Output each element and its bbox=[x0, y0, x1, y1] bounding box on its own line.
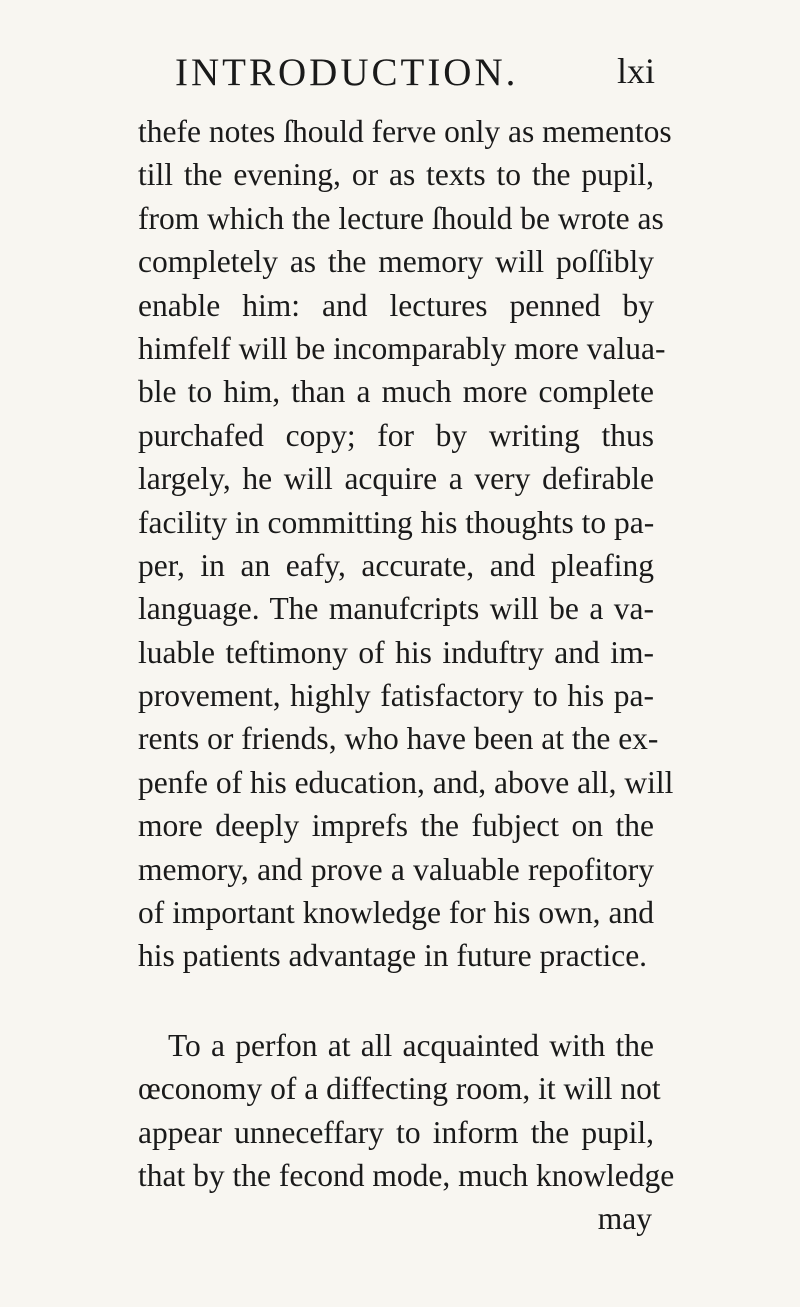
text-line: per, in an eafy, accurate, and pleafing bbox=[138, 547, 654, 583]
paragraph-1 bbox=[138, 110, 674, 978]
running-head-title: INTRODUCTION. bbox=[175, 51, 519, 94]
catchword: may bbox=[597, 1201, 652, 1237]
text-line: his patients advantage in future practice. bbox=[138, 938, 648, 974]
text-line: To a perfon at all acquainted with the bbox=[168, 1027, 654, 1063]
text-line: luable teftimony of his induftry and im- bbox=[138, 634, 654, 670]
text-line: thefe notes ſhould ferve only as mementos bbox=[138, 114, 672, 149]
text-line: purchafed copy; for by writing thus bbox=[138, 417, 654, 453]
paragraph-gap bbox=[138, 978, 654, 1024]
running-head bbox=[175, 50, 655, 100]
text-line: more deeply imprefs the fubject on the bbox=[138, 808, 654, 844]
text-line: ble to him, than a much more complete bbox=[138, 374, 654, 410]
text-line: provement, highly fatisfactory to his pa- bbox=[138, 678, 654, 714]
text-line: rents or friends, who have been at the ex- bbox=[138, 721, 659, 757]
page-number: lxi bbox=[616, 51, 655, 91]
text-line: that by the fecond mode, much knowledge bbox=[138, 1157, 675, 1193]
text-line: enable him: and lectures penned by bbox=[138, 287, 654, 323]
text-line: completely as the memory will poſſibly bbox=[138, 244, 654, 280]
text-line: penfe of his education, and, above all, will bbox=[138, 764, 674, 800]
text-line: œconomy of a diffecting room, it will not bbox=[138, 1071, 661, 1107]
text-line: language. The manufcripts will be a va- bbox=[138, 591, 654, 627]
text-line: from which the lecture ſhould be wrote as bbox=[138, 200, 664, 236]
text-line: memory, and prove a valuable repofitory bbox=[138, 851, 654, 887]
body-text bbox=[138, 110, 675, 1241]
paragraph-2 bbox=[138, 1024, 675, 1198]
text-line: himfelf will be incomparably more valua- bbox=[138, 330, 666, 366]
text-line: till the evening, or as texts to the pupil, bbox=[138, 157, 654, 193]
text-line: appear unneceffary to inform the pupil, bbox=[138, 1114, 654, 1150]
text-line: of important knowledge for his own, and bbox=[138, 895, 654, 931]
text-line: largely, he will acquire a very defirable bbox=[138, 461, 654, 497]
text-line: facility in committing his thoughts to pa- bbox=[138, 504, 655, 540]
